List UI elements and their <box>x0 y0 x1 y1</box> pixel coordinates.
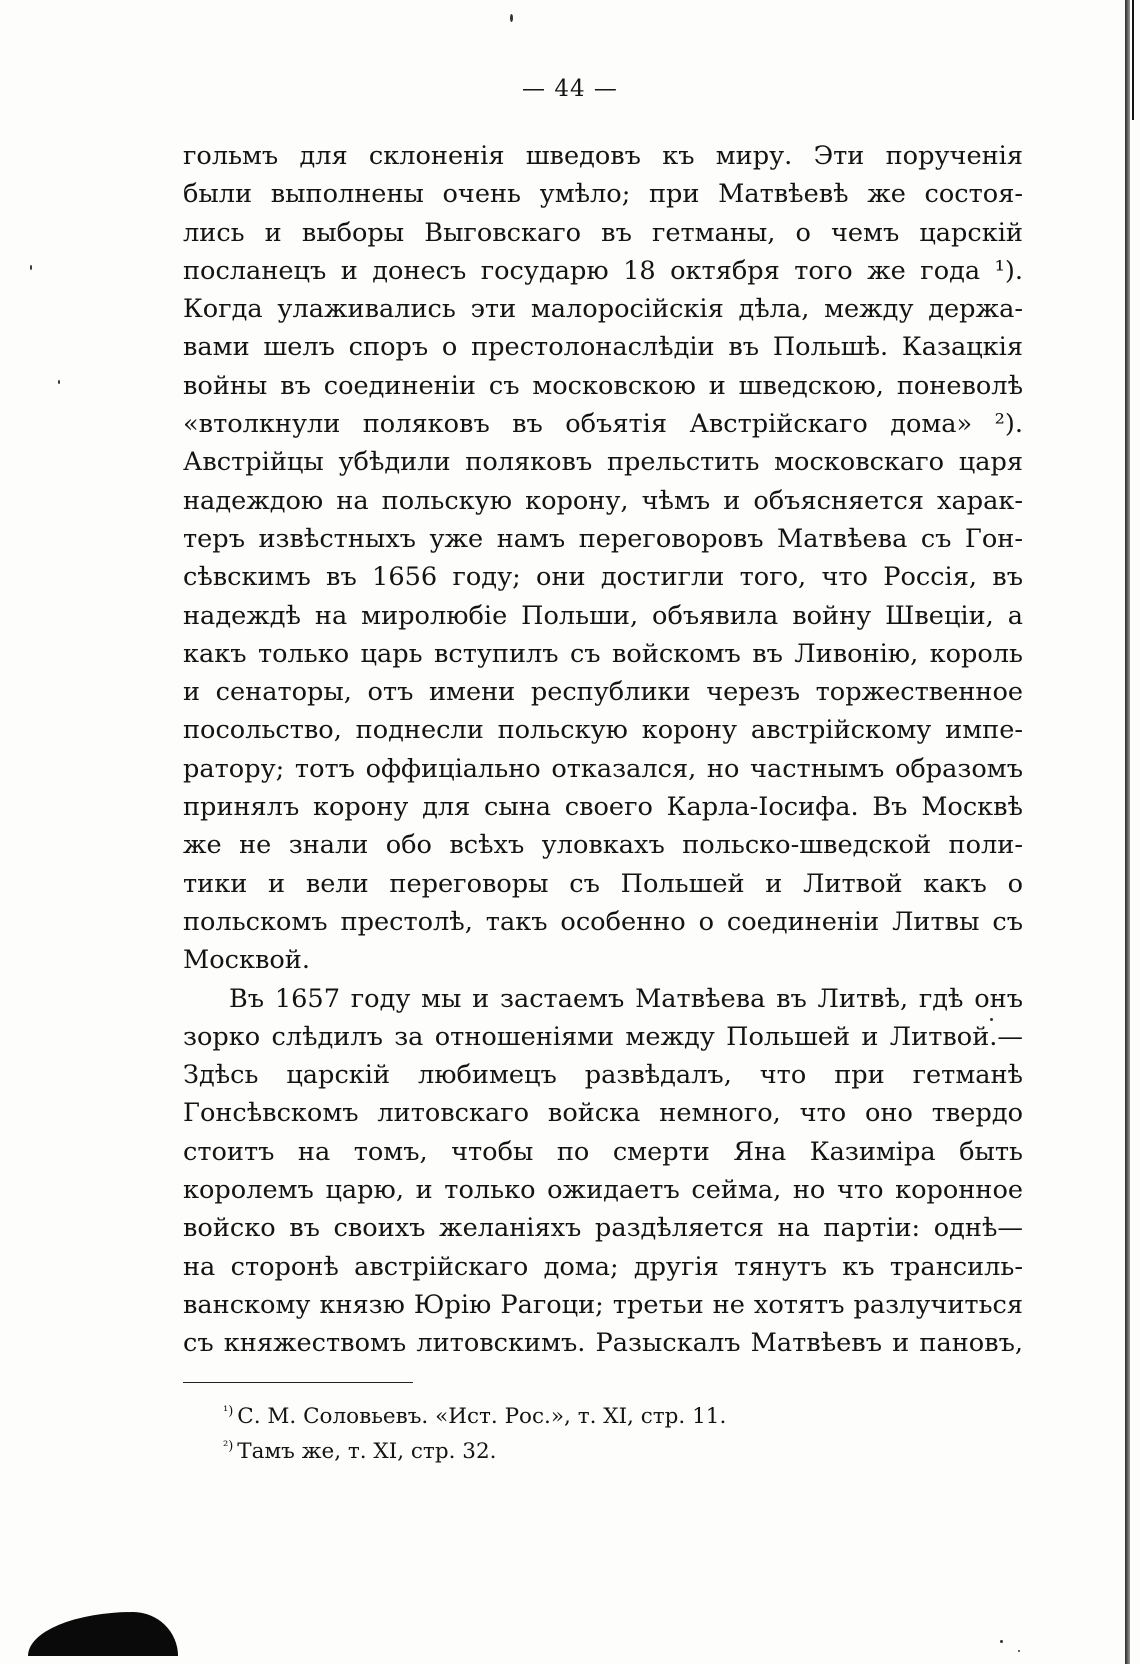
text-line: Австрійцы убѣдили поляковъ прельстить московскаго царя <box>183 447 1023 478</box>
scan-speck <box>30 265 32 270</box>
scan-speck <box>58 380 60 384</box>
text-line: ванскому князю Юрію Рагоци; третьи не хотятъ разлучиться <box>183 1289 1023 1320</box>
text-line: зорко слѣдилъ за отношеніями между Польшей и Литвой.— <box>183 1021 1023 1052</box>
text-line: Москвой. <box>183 945 310 976</box>
footnote <box>223 1432 726 1467</box>
text-line: сѣвскимъ въ 1656 году; они достигли того, что Россія, въ <box>183 562 1023 593</box>
text-line: теръ извѣстныхъ уже намъ переговоровъ Матвѣева съ Гон- <box>183 523 1023 554</box>
text-line: гольмъ для склоненія шведовъ къ миру. Эти порученія <box>183 141 1023 171</box>
text-line: лись и выборы Выговскаго въ гетманы, о чемъ царскій <box>183 217 1023 248</box>
footnote-text: Тамъ же, т. XI, стр. 32. <box>237 1439 497 1464</box>
text-line: войско въ своихъ желаніяхъ раздѣляется на партіи: однѣ— <box>183 1213 1023 1244</box>
text-line: Здѣсь царскій любимецъ развѣдалъ, что при гетманѣ <box>183 1060 1023 1091</box>
text-line: Когда улаживались эти малоросійскія дѣла, между держа- <box>183 294 1023 325</box>
text-line: были выполнены очень умѣло; при Матвѣевѣ же состоя- <box>183 179 1023 210</box>
text-line: съ княжествомъ литовскимъ. Разыскалъ Матвѣевъ и пановъ, <box>183 1328 1023 1359</box>
footnote-text: С. М. Соловьевъ. «Ист. Рос.», т. XI, стр. 11. <box>237 1404 727 1429</box>
text-line: какъ только царь вступилъ съ войскомъ въ Ливонію, король <box>183 638 1023 669</box>
page-number: — 44 — <box>522 76 618 102</box>
page-edge-shadow <box>1125 0 1130 1664</box>
footnote-mark: ¹) <box>223 1404 234 1419</box>
footnote <box>223 1397 726 1432</box>
text-line: Гонсѣвскомъ литовскаго войска немного, что оно твердо <box>183 1098 1023 1129</box>
footnote-separator <box>183 1382 413 1383</box>
text-line: королемъ царю, и только ожидаетъ сейма, но что коронное <box>183 1175 1023 1206</box>
text-line: надеждою на польскую корону, чѣмъ и объясняется харак- <box>183 485 1023 516</box>
text-line: ратору; тотъ оффиціально отказался, но частнымъ образомъ <box>183 753 1023 784</box>
text-line: принялъ корону для сына своего Карла-Іосифа. Въ Москвѣ <box>183 792 1023 823</box>
text-line: на сторонѣ австрійскаго дома; другія тянутъ къ трансиль- <box>183 1251 1023 1282</box>
text-line: посланецъ и донесъ государю 18 октября того же года ¹). <box>183 255 1023 286</box>
scan-shadow-blot <box>28 1612 178 1656</box>
paragraph-first-line: Въ 1657 году мы и застаемъ Матвѣева въ Литвѣ, гдѣ онъ <box>229 983 1023 1014</box>
page-edge-mark <box>1132 0 1134 120</box>
scan-speck <box>990 1018 993 1021</box>
text-line: и сенаторы, отъ имени республики черезъ торжественное <box>183 677 1023 708</box>
scan-speck <box>1000 1640 1003 1643</box>
text-line: стоитъ на томъ, чтобы по смерти Яна Казиміра быть <box>183 1136 1023 1167</box>
text-line: «втолкнули поляковъ въ объятія Австрійскаго дома» ²). <box>183 409 1023 440</box>
footnotes <box>223 1397 726 1467</box>
body-text <box>183 137 1023 1363</box>
footnote-mark: ²) <box>223 1439 234 1454</box>
text-line: польскомъ престолѣ, такъ особенно о соединеніи Литвы съ <box>183 906 1023 937</box>
scan-speck <box>510 14 513 22</box>
text-line: войны въ соединеніи съ московскою и шведскою, поневолѣ <box>183 370 1023 401</box>
text-line: посольство, поднесли польскую корону австрійскому импе- <box>183 715 1023 746</box>
text-line: надеждѣ на миролюбіе Польши, объявила войну Швеціи, а <box>183 600 1023 631</box>
text-line: вами шелъ споръ о престолонаслѣдіи въ Польшѣ. Казацкія <box>183 332 1023 363</box>
scan-speck <box>1018 1650 1020 1652</box>
text-line: же не знали обо всѣхъ уловкахъ польско-шведской поли- <box>183 830 1023 861</box>
text-line: тики и вели переговоры съ Польшей и Литвой какъ о <box>183 868 1023 899</box>
